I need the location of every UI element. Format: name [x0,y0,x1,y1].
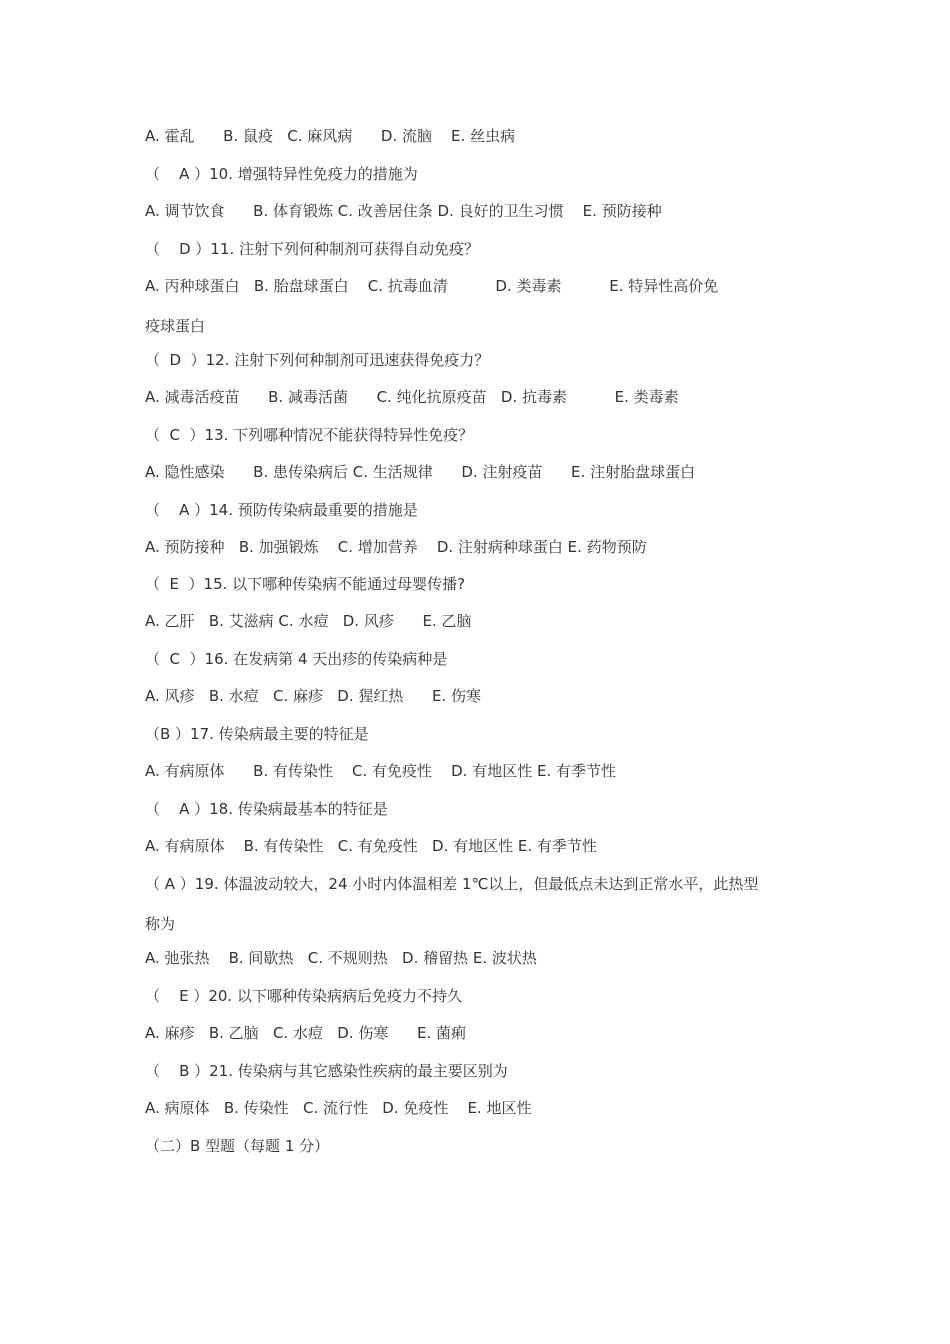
options-line-12: A. 减毒活疫苗 B. 减毒活菌 C. 纯化抗原疫苗 D. 抗毒素 E. 类毒素 [145,388,679,406]
options-line-21: A. 病原体 B. 传染性 C. 流行性 D. 免疫性 E. 地区性 [145,1099,532,1117]
question-19-cont: 称为 [145,915,176,933]
question-11: （ D ）11. 注射下列何种制剂可获得自动免疫？ [145,240,480,258]
options-line-14: A. 预防接种 B. 加强锻炼 C. 增加营养 D. 注射病种球蛋白 E. 药物预防 [145,538,647,556]
question-14: （ A ）14. 预防传染病最重要的措施是 [145,501,418,519]
question-13: （ C ）13. 下列哪种情况不能获得特异性免疫？ [145,426,474,444]
options-line-9: A. 霍乱 B. 鼠疫 C. 麻风病 D. 流脑 E. 丝虫病 [145,127,516,145]
options-line-13: A. 隐性感染 B. 患传染病后 C. 生活规律 D. 注射疫苗 E. 注射胎盘球蛋白 [145,463,696,481]
question-10: （ A ）10. 增强特异性免疫力的措施为 [145,165,418,183]
options-line-20: A. 麻疹 B. 乙脑 C. 水痘 D. 伤寒 E. 菌痢 [145,1024,466,1042]
question-15: （ E ）15. 以下哪种传染病不能通过母婴传播? [145,575,466,593]
options-line-17: A. 有病原体 B. 有传染性 C. 有免疫性 D. 有地区性 E. 有季节性 [145,762,616,780]
question-12: （ D ）12. 注射下列何种制剂可迅速获得免疫力？ [145,351,490,369]
question-21: （ B ）21. 传染病与其它感染性疾病的最主要区别为 [145,1062,508,1080]
options-line-15: A. 乙肝 B. 艾滋病 C. 水痘 D. 风疹 E. 乙脑 [145,612,472,630]
question-17: （B ）17. 传染病最主要的特征是 [145,725,369,743]
options-line-19: A. 弛张热 B. 间歇热 C. 不规则热 D. 稽留热 E. 波状热 [145,949,537,967]
section-heading-b-type: （二）B 型题（每题 1 分） [145,1137,330,1155]
options-line-10: A. 调节饮食 B. 体育锻炼 C. 改善居住条 D. 良好的卫生习惯 E. 预防接种 [145,202,662,220]
question-16: （ C ）16. 在发病第 4 天出疹的传染病种是 [145,650,448,668]
options-line-16: A. 风疹 B. 水痘 C. 麻疹 D. 猩红热 E. 伤寒 [145,687,481,705]
options-line-18: A. 有病原体 B. 有传染性 C. 有免疫性 D. 有地区性 E. 有季节性 [145,837,597,855]
question-18: （ A ）18. 传染病最基本的特征是 [145,800,388,818]
options-line-11-cont: 疫球蛋白 [145,317,206,335]
options-line-11: A. 丙种球蛋白 B. 胎盘球蛋白 C. 抗毒血清 D. 类毒素 E. 特异性高价免 [145,277,719,295]
question-20: （ E ）20. 以下哪种传染病病后免疫力不持久 [145,987,462,1005]
question-19: （ A ）19. 体温波动较大，24 小时内体温相差 1℃以上，但最低点未达到正常水平，此热型 [145,875,759,893]
